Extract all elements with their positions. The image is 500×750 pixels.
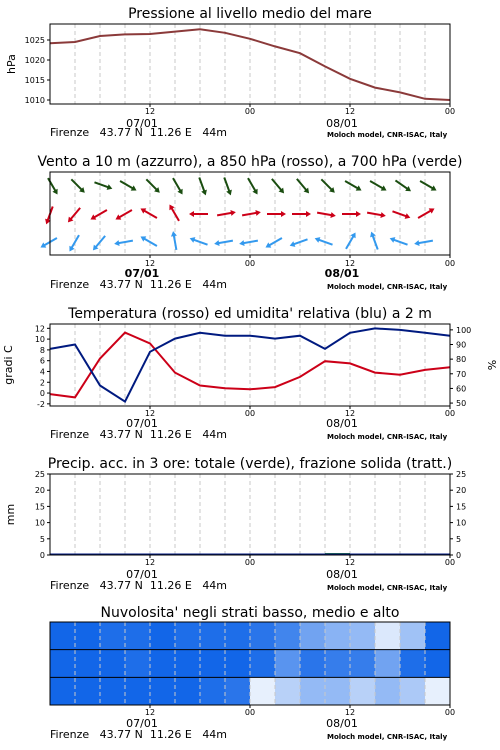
cloud-cell: [375, 622, 401, 650]
cloud-cell: [50, 650, 76, 678]
lon-label: 11.26 E: [149, 278, 192, 291]
cloud-cell: [175, 677, 201, 705]
x-tick-label: 00: [444, 259, 456, 268]
date-label: 07/01: [126, 417, 158, 430]
x-tick-label: 12: [344, 107, 356, 116]
lat-label: 43.77 N: [99, 278, 143, 291]
x-tick-label: 12: [144, 708, 156, 717]
date-label: 08/01: [326, 568, 358, 581]
model-credit: Moloch model, CNR-ISAC, Italy: [327, 433, 448, 441]
footer-location: [50, 728, 227, 741]
elev-label: 44m: [202, 126, 228, 139]
model-credit: Moloch model, CNR-ISAC, Italy: [327, 283, 448, 291]
y-tick-label: 1010: [24, 96, 45, 105]
panel-title: Nuvolosita' negli strati basso, medio e alto: [100, 605, 400, 621]
y-tick-label: 12: [34, 324, 45, 334]
panel-title: Vento a 10 m (azzurro), a 850 hPa (rosso), a 700 hPa (verde): [37, 154, 463, 170]
y-tick-label: 1020: [24, 56, 45, 65]
cloud-cell: [375, 650, 401, 678]
cloud-cell: [350, 650, 376, 678]
cloud-cell: [300, 622, 326, 650]
cloud-cell: [250, 650, 276, 678]
footer-location: [50, 428, 227, 441]
x-tick-label: 12: [344, 708, 356, 717]
model-credit: Moloch model, CNR-ISAC, Italy: [327, 584, 448, 592]
cloud-cell: [425, 622, 451, 650]
y-tick-label: 60: [456, 384, 467, 394]
lat-label: 43.77 N: [99, 126, 143, 139]
wind-barb-head: [39, 242, 46, 250]
cloud-cell: [275, 622, 301, 650]
cloud-cell: [200, 650, 226, 678]
date-label: 08/01: [324, 267, 360, 280]
y-tick-label: 5: [39, 534, 45, 544]
cloud-cell: [50, 677, 76, 705]
x-tick-label: 12: [344, 409, 356, 418]
y-axis-label-left: gradi C: [2, 345, 15, 385]
cloud-cell: [100, 650, 126, 678]
wind-panel: [0, 150, 500, 295]
cloud-cell: [325, 650, 351, 678]
footer-location: [50, 126, 227, 139]
date-label: 07/01: [126, 568, 158, 581]
x-tick-label: 00: [244, 558, 256, 567]
wind-chart: [0, 150, 500, 295]
temperature-panel: [0, 300, 500, 445]
x-tick-label: 12: [144, 558, 156, 567]
cloud-cell: [75, 650, 101, 678]
y-tick-label: 8: [39, 345, 45, 355]
date-label: 07/01: [124, 267, 160, 280]
cloud-cell: [325, 622, 351, 650]
cloud-cell: [325, 677, 351, 705]
y-tick-label: 20: [456, 486, 467, 496]
cloud-cell: [425, 650, 451, 678]
x-tick-label: 12: [144, 107, 156, 116]
y-tick-label: 20: [34, 486, 45, 496]
y-tick-label: 1025: [24, 36, 45, 45]
y-tick-label: 25: [34, 470, 45, 479]
cloud-cell: [250, 622, 276, 650]
lat-label: 43.77 N: [99, 428, 143, 441]
x-tick-label: 00: [244, 107, 256, 116]
y-axis-label: mm: [4, 503, 17, 526]
y-tick-label: 0: [456, 551, 462, 560]
footer-location: [50, 278, 227, 291]
date-label: 08/01: [326, 417, 358, 430]
precipitation-chart: [0, 450, 500, 595]
y-tick-label: 10: [34, 335, 45, 345]
cloud-cell: [275, 677, 301, 705]
y-tick-label: 1015: [24, 76, 45, 85]
cloud-cell: [150, 650, 176, 678]
y-tick-label: 90: [456, 340, 467, 350]
date-label: 07/01: [126, 117, 158, 130]
y-tick-label: 100: [456, 325, 472, 335]
elev-label: 44m: [202, 579, 228, 592]
y-axis-label: hPa: [5, 54, 18, 74]
cloud-cell: [75, 622, 101, 650]
lon-label: 11.26 E: [149, 126, 192, 139]
cloud-cell: [400, 650, 426, 678]
y-tick-label: 2: [39, 378, 45, 388]
temperature-chart: [0, 300, 500, 445]
city-label: Firenze: [50, 579, 90, 592]
y-tick-label: 15: [34, 502, 45, 512]
y-tick-label: 10: [34, 518, 45, 528]
cloud-cell: [425, 677, 451, 705]
x-tick-label: 00: [444, 708, 456, 717]
panel-title: Temperatura (rosso) ed umidita' relativa (blu) a 2 m: [68, 306, 432, 322]
cloud-cell: [400, 677, 426, 705]
model-credit: Moloch model, CNR-ISAC, Italy: [327, 131, 448, 139]
y-tick-label: 10: [456, 518, 467, 528]
cloud-cell: [225, 677, 251, 705]
y-tick-label: 0: [39, 389, 45, 399]
y-tick-label: 70: [456, 369, 467, 379]
y-tick-label: 15: [456, 502, 467, 512]
y-tick-label: 80: [456, 355, 467, 365]
x-tick-label: 00: [444, 409, 456, 418]
cloud-cell: [50, 622, 76, 650]
city-label: Firenze: [50, 126, 90, 139]
city-label: Firenze: [50, 278, 90, 291]
x-tick-label: 00: [444, 558, 456, 567]
cloud-cell: [200, 677, 226, 705]
cloud-cell: [375, 677, 401, 705]
y-tick-label: 6: [39, 356, 45, 366]
y-tick-label: 5: [456, 534, 462, 544]
cloud-cell: [300, 650, 326, 678]
panel-title: Pressione al livello medio del mare: [128, 6, 372, 22]
elev-label: 44m: [202, 278, 228, 291]
pressure-chart: [0, 0, 500, 145]
cloud-cell: [75, 677, 101, 705]
date-label: 08/01: [326, 117, 358, 130]
cloud-cell: [100, 622, 126, 650]
y-tick-label: 25: [456, 470, 467, 479]
x-tick-label: 00: [244, 409, 256, 418]
y-tick-label: -2: [37, 399, 45, 409]
cloud-cell: [125, 677, 151, 705]
cloud-cell: [400, 622, 426, 650]
cloud-cell: [150, 622, 176, 650]
date-label: 07/01: [126, 717, 158, 730]
x-tick-label: 12: [144, 259, 156, 268]
y-tick-label: 4: [39, 367, 45, 377]
cloud-cell: [100, 677, 126, 705]
plot-area: [50, 474, 450, 555]
pressure-panel: [0, 0, 500, 145]
cloud-cell: [350, 622, 376, 650]
cloud-cell: [300, 677, 326, 705]
x-tick-label: 12: [344, 259, 356, 268]
precipitation-panel: [0, 450, 500, 595]
city-label: Firenze: [50, 428, 90, 441]
y-tick-label: 0: [39, 551, 45, 560]
cloud-cell: [225, 650, 251, 678]
panel-title: Precip. acc. in 3 ore: totale (verde), frazione solida (tratt.): [47, 456, 453, 472]
city-label: Firenze: [50, 728, 90, 741]
footer-location: [50, 579, 227, 592]
cloud-cell: [175, 622, 201, 650]
cloud-cell: [275, 650, 301, 678]
lon-label: 11.26 E: [149, 728, 192, 741]
lon-label: 11.26 E: [149, 428, 192, 441]
cloud-cell: [200, 622, 226, 650]
y-axis-label-right: %: [485, 359, 498, 371]
elev-label: 44m: [202, 428, 228, 441]
model-credit: Moloch model, CNR-ISAC, Italy: [327, 733, 448, 741]
lon-label: 11.26 E: [149, 579, 192, 592]
date-label: 08/01: [326, 717, 358, 730]
lat-label: 43.77 N: [99, 728, 143, 741]
cloud-cell: [125, 622, 151, 650]
x-tick-label: 12: [344, 558, 356, 567]
elev-label: 44m: [202, 728, 228, 741]
lat-label: 43.77 N: [99, 579, 143, 592]
x-tick-label: 00: [244, 259, 256, 268]
cloud-cell: [225, 622, 251, 650]
x-tick-label: 00: [444, 107, 456, 116]
cloud-cell: [350, 677, 376, 705]
cloud-cell: [250, 677, 276, 705]
cloud-cell: [150, 677, 176, 705]
cloud-panel: [0, 600, 500, 750]
x-tick-label: 12: [144, 409, 156, 418]
x-tick-label: 00: [244, 708, 256, 717]
cloud-cell: [125, 650, 151, 678]
cloud-cell: [175, 650, 201, 678]
y-tick-label: 50: [456, 399, 467, 409]
